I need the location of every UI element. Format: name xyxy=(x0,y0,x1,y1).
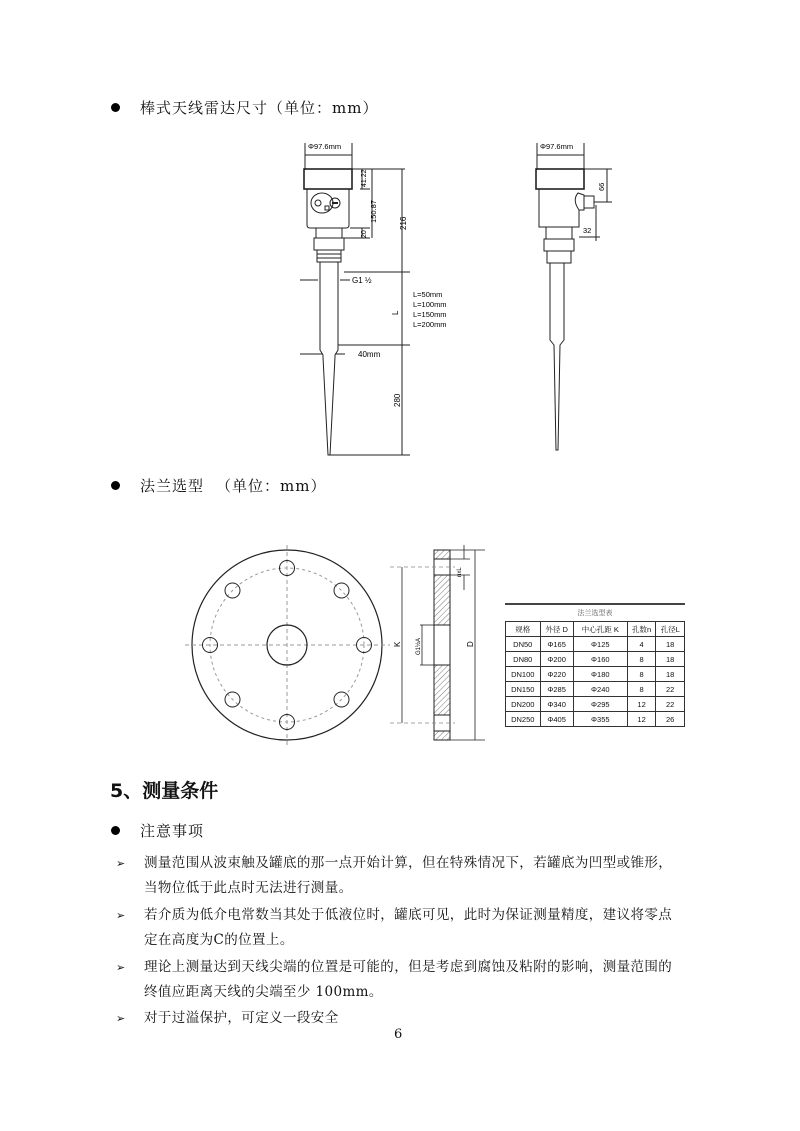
table-row xyxy=(506,637,685,652)
dim-66: 66 xyxy=(597,182,606,191)
cell: Φ405 xyxy=(540,712,573,727)
table-row xyxy=(506,712,685,727)
flange-d-label: D xyxy=(466,641,475,647)
cell: 8 xyxy=(627,682,656,697)
table-row xyxy=(506,682,685,697)
side-diameter-label: Φ97.6mm xyxy=(540,142,574,151)
table-row xyxy=(506,667,685,682)
cell: 8 xyxy=(627,667,656,682)
dim-20: 20 xyxy=(361,230,368,238)
cell: Φ160 xyxy=(573,652,627,667)
col-header: 孔径L xyxy=(656,622,685,637)
flange-section-drawing xyxy=(380,535,500,745)
cell: Φ355 xyxy=(573,712,627,727)
section-5-title: 5、测量条件 xyxy=(110,780,219,802)
tip-length-label: 280 xyxy=(393,393,402,407)
dim-41-22: 41.22 xyxy=(361,169,368,187)
front-diameter-label: Φ97.6mm xyxy=(308,142,342,151)
thread-label: G1 ½ xyxy=(352,276,372,285)
flange-holes-label: nxL xyxy=(457,567,463,577)
page-number: 6 xyxy=(394,1027,403,1042)
dim-216: 216 xyxy=(399,216,408,230)
cell: 26 xyxy=(656,712,685,727)
flange-front-drawing xyxy=(180,545,390,745)
cell: 12 xyxy=(627,697,656,712)
length-option-150: L=150mm xyxy=(413,310,447,319)
note-line: 若介质为低介电常数当其处于低液位时，罐底可见，此时为保证测量精度，建议将零点 xyxy=(144,907,673,923)
length-option-50: L=50mm xyxy=(413,290,443,299)
length-option-100: L=100mm xyxy=(413,300,447,309)
section-title-rod: 棒式天线雷达尺寸（单位：mm） xyxy=(140,99,379,117)
note-line: 对于过溢保护，可定义一段安全 xyxy=(144,1010,339,1026)
cell: 18 xyxy=(656,637,685,652)
col-header: 中心孔距 K xyxy=(573,622,627,637)
arrow-bullet-icon: ➢ xyxy=(116,909,126,922)
cell: Φ285 xyxy=(540,682,573,697)
length-option-200: L=200mm xyxy=(413,320,447,329)
bullet-icon xyxy=(111,103,120,112)
cell: Φ180 xyxy=(573,667,627,682)
rod-antenna-front-drawing xyxy=(290,135,480,460)
dim-32: 32 xyxy=(583,226,592,235)
note-item-4 xyxy=(144,1006,704,1031)
col-header: 规格 xyxy=(506,622,541,637)
flange-selection-table xyxy=(505,603,685,727)
rod-diameter-label: 40mm xyxy=(358,350,381,359)
flange-thread-label: G1½A xyxy=(416,637,422,655)
table-row xyxy=(506,652,685,667)
col-header: 外径 D xyxy=(540,622,573,637)
cell: 4 xyxy=(627,637,656,652)
note-line: 终值应距离天线的尖端至少 100mm。 xyxy=(144,984,383,1000)
table-header-row xyxy=(506,622,685,637)
bullet-icon xyxy=(111,481,120,490)
notes-subtitle: 注意事项 xyxy=(140,822,205,840)
cell: Φ295 xyxy=(573,697,627,712)
cell: 12 xyxy=(627,712,656,727)
flange-k-label: K xyxy=(393,641,402,647)
note-line: 当物位低于此点时无法进行测量。 xyxy=(144,880,353,896)
cell: Φ340 xyxy=(540,697,573,712)
cell: DN80 xyxy=(506,652,541,667)
cell: Φ240 xyxy=(573,682,627,697)
cell: DN100 xyxy=(506,667,541,682)
bullet-icon xyxy=(111,826,120,835)
cell: DN250 xyxy=(506,712,541,727)
cell: 22 xyxy=(656,697,685,712)
note-item-2 xyxy=(144,903,704,953)
length-label: L xyxy=(391,310,400,315)
section-title-flange: 法兰选型 xyxy=(140,477,205,495)
cell: 18 xyxy=(656,652,685,667)
note-item-3 xyxy=(144,955,704,1005)
cell: Φ165 xyxy=(540,637,573,652)
cell: DN150 xyxy=(506,682,541,697)
col-header: 孔数n xyxy=(627,622,656,637)
cell: Φ200 xyxy=(540,652,573,667)
arrow-bullet-icon: ➢ xyxy=(116,1012,126,1025)
arrow-bullet-icon: ➢ xyxy=(116,961,126,974)
rod-antenna-side-drawing xyxy=(520,135,640,460)
cell: 8 xyxy=(627,652,656,667)
cell: Φ220 xyxy=(540,667,573,682)
note-item-1 xyxy=(144,851,704,901)
note-line: 理论上测量达到天线尖端的位置是可能的，但是考虑到腐蚀及粘附的影响，测量范围的 xyxy=(144,959,673,975)
table-row xyxy=(506,697,685,712)
note-line: 测量范围从波束触及罐底的那一点开始计算，但在特殊情况下，若罐底为凹型或锥形， xyxy=(144,855,673,871)
cell: 18 xyxy=(656,667,685,682)
cell: 22 xyxy=(656,682,685,697)
note-line: 定在高度为C的位置上。 xyxy=(144,932,294,948)
cell: DN50 xyxy=(506,637,541,652)
cell: Φ125 xyxy=(573,637,627,652)
cell: DN200 xyxy=(506,697,541,712)
dim-150-87: 150.87 xyxy=(369,200,378,223)
table-caption: 法兰选型表 xyxy=(505,603,685,621)
flange-unit: （单位：mm） xyxy=(216,477,327,495)
arrow-bullet-icon: ➢ xyxy=(116,857,126,870)
